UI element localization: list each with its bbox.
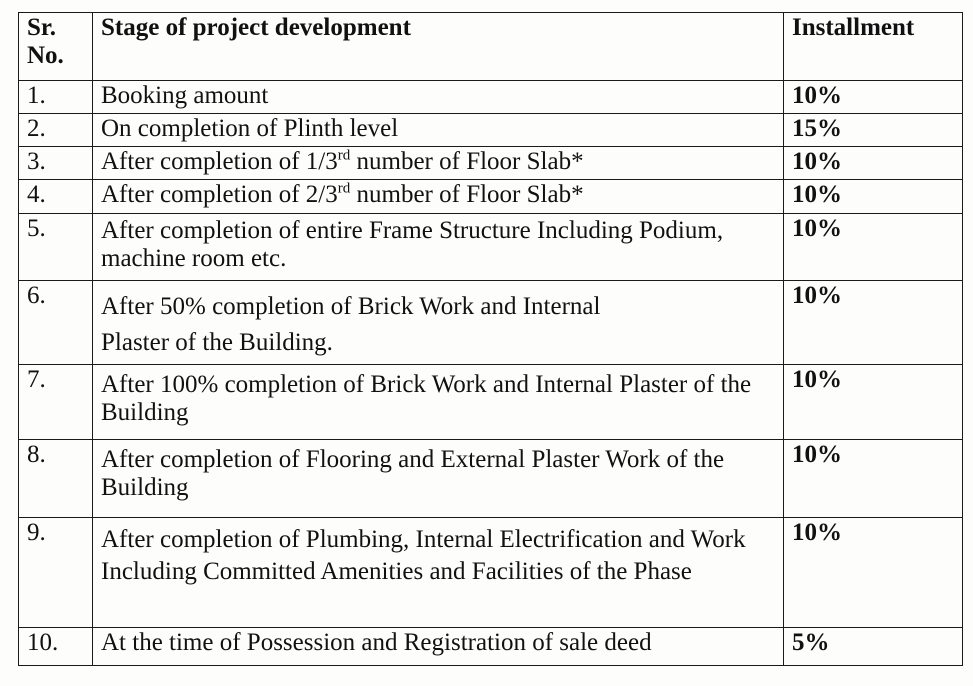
row-sr-no: 5.	[19, 214, 93, 281]
header-installment: Installment	[784, 13, 963, 81]
row-stage	[93, 439, 784, 517]
stage-text-line-1: After 50% completion of Brick Work and Internal	[101, 293, 601, 320]
row-installment: 10%	[784, 281, 963, 365]
stage-text: After 100% completion of Brick Work and Internal Plaster of the Building	[101, 370, 752, 426]
row-sr-no: 8.	[19, 439, 93, 517]
row-stage	[93, 147, 784, 180]
row-installment: 10%	[784, 364, 963, 439]
stage-text: After completion of Plumbing, Internal Electrification and Work Including Committed Amenities and Facilities of the Phase	[101, 525, 746, 585]
row-sr-no: 4.	[19, 180, 93, 214]
header-sr-no: Sr. No.	[19, 13, 93, 81]
row-stage	[93, 364, 784, 439]
row-sr-no: 2.	[19, 114, 93, 147]
header-stage: Stage of project development	[93, 13, 784, 81]
row-stage	[93, 627, 784, 665]
stage-text-continued: number of Floor Slab*	[350, 181, 584, 208]
table-header-row	[19, 13, 963, 81]
row-stage	[93, 214, 784, 281]
row-sr-no: 3.	[19, 147, 93, 180]
row-sr-no: 10.	[19, 627, 93, 665]
stage-text-line-2: Plaster of the Building.	[101, 329, 333, 357]
stage-text: Booking amount	[101, 82, 269, 109]
row-installment: 10%	[784, 180, 963, 214]
table-row	[19, 147, 963, 180]
table-row	[19, 364, 963, 439]
ordinal-superscript: rd	[337, 180, 351, 197]
row-installment: 5%	[784, 627, 963, 665]
stage-text-continued: number of Floor Slab*	[350, 148, 584, 175]
row-installment: 10%	[784, 81, 963, 114]
row-sr-no: 7.	[19, 364, 93, 439]
stage-text: After completion of entire Frame Structure Including Podium, machine room etc.	[101, 217, 724, 272]
row-sr-no: 9.	[19, 517, 93, 627]
table-row	[19, 180, 963, 214]
row-sr-no: 6.	[19, 281, 93, 365]
row-installment: 10%	[784, 439, 963, 517]
table-row	[19, 214, 963, 281]
table-row	[19, 627, 963, 665]
stage-text: After completion of Flooring and External Plaster Work of the Building	[101, 445, 725, 501]
stage-text: After completion of 1/3	[101, 148, 338, 175]
table-row	[19, 281, 963, 365]
table-row	[19, 517, 963, 627]
stage-text: On completion of Plinth level	[101, 115, 399, 142]
ordinal-superscript: rd	[337, 147, 351, 164]
table-row	[19, 439, 963, 517]
row-installment: 10%	[784, 214, 963, 281]
row-sr-no: 1.	[19, 81, 93, 114]
table-row	[19, 114, 963, 147]
stage-text: After completion of 2/3	[101, 181, 338, 208]
row-installment: 10%	[784, 517, 963, 627]
row-stage	[93, 180, 784, 214]
row-stage	[93, 114, 784, 147]
row-stage	[93, 517, 784, 627]
row-installment: 10%	[784, 147, 963, 180]
payment-schedule-table	[18, 12, 963, 666]
row-stage	[93, 81, 784, 114]
table-row	[19, 81, 963, 114]
row-stage	[93, 281, 784, 365]
stage-text: At the time of Possession and Registration of sale deed	[101, 628, 652, 656]
row-installment: 15%	[784, 114, 963, 147]
